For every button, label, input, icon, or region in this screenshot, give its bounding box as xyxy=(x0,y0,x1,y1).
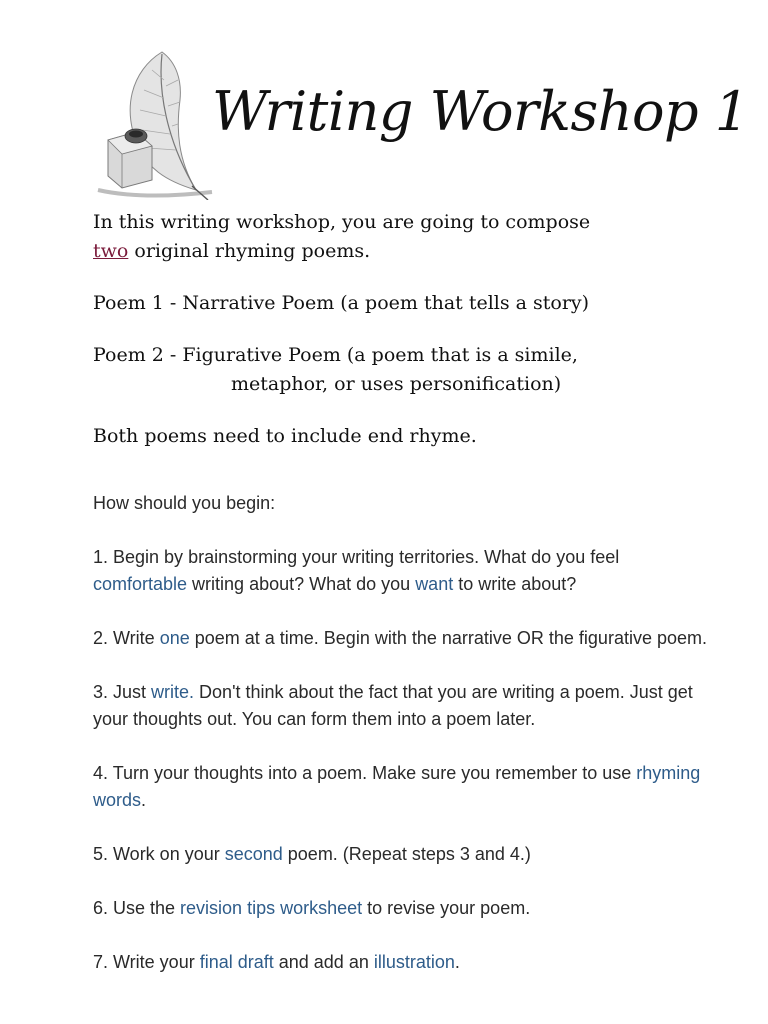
steps-section xyxy=(93,490,713,1003)
step-6: 6. Use the revision tips worksheet to revise your poem. xyxy=(93,898,531,918)
step-3: 3. Just write. Don't think about the fact that you are writing a poem. Just get your thoughts out. You can form them into a poem later. xyxy=(93,682,693,729)
poem-2-line-1: Poem 2 - Figurative Poem (a poem that is a simile, xyxy=(93,344,578,366)
highlight-write: write. xyxy=(151,682,195,702)
step-7: 7. Write your final draft and add an illustration. xyxy=(93,952,460,972)
intro-line-2: original rhyming poems. xyxy=(128,240,371,262)
highlight-rhyming-words: rhyming words xyxy=(93,763,701,810)
step-1: 1. Begin by brainstorming your writing territories. What do you feel comfortable writing about? What do you want to write about? xyxy=(93,547,620,594)
intro-line-1: In this writing workshop, you are going to compose xyxy=(93,211,591,233)
highlight-want: want xyxy=(415,574,454,594)
end-rhyme-requirement: Both poems need to include end rhyme. xyxy=(93,425,477,447)
step-5: 5. Work on your second poem. (Repeat steps 3 and 4.) xyxy=(93,844,531,864)
highlight-comfortable: comfortable xyxy=(93,574,188,594)
poem-2-description xyxy=(93,341,713,399)
highlight-revision-tips-worksheet: revision tips worksheet xyxy=(180,898,363,918)
highlight-final-draft: final draft xyxy=(199,952,274,972)
page-title: Writing Workshop 1 xyxy=(212,80,749,143)
highlight-one: one xyxy=(159,628,190,648)
quill-inkwell-illustration xyxy=(92,40,232,200)
intro-section xyxy=(93,208,713,451)
intro-text xyxy=(93,208,713,266)
two-underlined: two xyxy=(93,240,129,262)
step-4: 4. Turn your thoughts into a poem. Make sure you remember to use rhyming words. xyxy=(93,763,701,810)
step-2: 2. Write one poem at a time. Begin with the narrative OR the figurative poem. xyxy=(93,628,707,648)
page-header xyxy=(92,40,749,200)
poem-2-line-2: metaphor, or uses personification) xyxy=(231,373,562,395)
highlight-illustration: illustration xyxy=(373,952,455,972)
highlight-second: second xyxy=(224,844,283,864)
how-to-begin-heading: How should you begin: xyxy=(93,493,276,513)
poem-1-description: Poem 1 - Narrative Poem (a poem that tells a story) xyxy=(93,292,590,314)
